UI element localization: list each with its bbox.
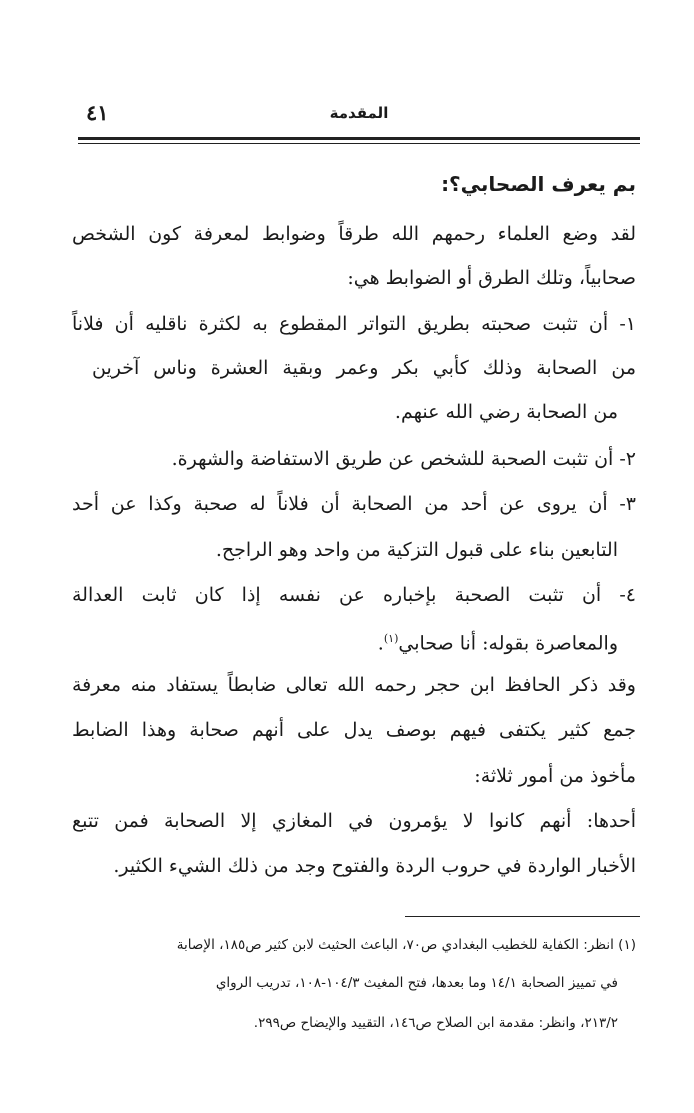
body-line: صحابياً، وتلك الطرق أو الضوابط هي: <box>347 267 636 289</box>
footnote-rule <box>405 916 640 917</box>
body-line: أحدها: أنهم كانوا لا يؤمرون في المغازي إلا الصحابة فمن تتبع <box>72 810 636 832</box>
footnote-marker: (١) <box>383 632 399 645</box>
header-rule-thick <box>78 137 640 140</box>
list-item-4-line: ٤- أن تثبت الصحبة بإخباره عن نفسه إذا كان ثابت العدالة <box>72 584 636 606</box>
chapter-title: المقدمة <box>329 104 389 122</box>
body-line: مأخوذ من أمور ثلاثة: <box>474 765 636 787</box>
list-item-1-line: من الصحابة رضي الله عنهم. <box>394 401 618 423</box>
list-item-3-line: ٣- أن يروى عن أحد من الصحابة أن فلاناً له صحبة وكذا عن أحد <box>72 493 636 515</box>
body-line: وقد ذكر الحافظ ابن حجر رحمه الله تعالى ضابطاً يستفاد منه معرفة <box>72 674 636 696</box>
section-heading: بم يعرف الصحابي؟: <box>441 172 636 196</box>
footnote-line: في تمييز الصحابة ١٤/١ وما بعدها، فتح المغيث ١٠٤/٣-١٠٨، تدريب الرواي <box>215 975 618 991</box>
body-line: لقد وضع العلماء رحمهم الله طرقاً وضوابط لمعرفة كون الشخص <box>72 223 636 245</box>
footnote-line: ٢١٣/٢، وانظر: مقدمة ابن الصلاح ص١٤٦، التقييد والإيضاح ص٢٩٩. <box>253 1015 618 1031</box>
body-line: الأخبار الواردة في حروب الردة والفتوح وجد من ذلك الشيء الكثير. <box>113 855 636 877</box>
page-number: ٤١ <box>86 100 109 125</box>
list-item-3-line: التابعين بناء على قبول التزكية من واحد وهو الراجح. <box>215 539 618 561</box>
list-item-4-line: والمعاصرة بقوله: أنا صحابي$^{(١)}$. <box>377 632 618 655</box>
list-item-2: ٢- أن تثبت الصحبة للشخص عن طريق الاستفاضة والشهرة. <box>171 448 636 470</box>
header-rule-thin <box>78 143 640 144</box>
running-header <box>78 98 640 132</box>
list-item-1-line: ١- أن تثبت صحبته بطريق التواتر المقطوع به لكثرة ناقليه أن فلاناً <box>72 313 636 335</box>
footnote-line: (١) انظر: الكفاية للخطيب البغدادي ص٧٠، الباعث الحثيث لابن كثير ص١٨٥، الإصابة <box>176 937 636 953</box>
list-item-4-text: والمعاصرة بقوله: أنا صحابي <box>398 632 618 655</box>
list-item-1-line: من الصحابة وذلك كأبي بكر وعمر وبقية العشرة وناس آخرين <box>92 357 636 379</box>
body-line: جمع كثير يكتفى فيهم بوصف يدل على أنهم صحابة وهذا الضابط <box>72 719 636 741</box>
